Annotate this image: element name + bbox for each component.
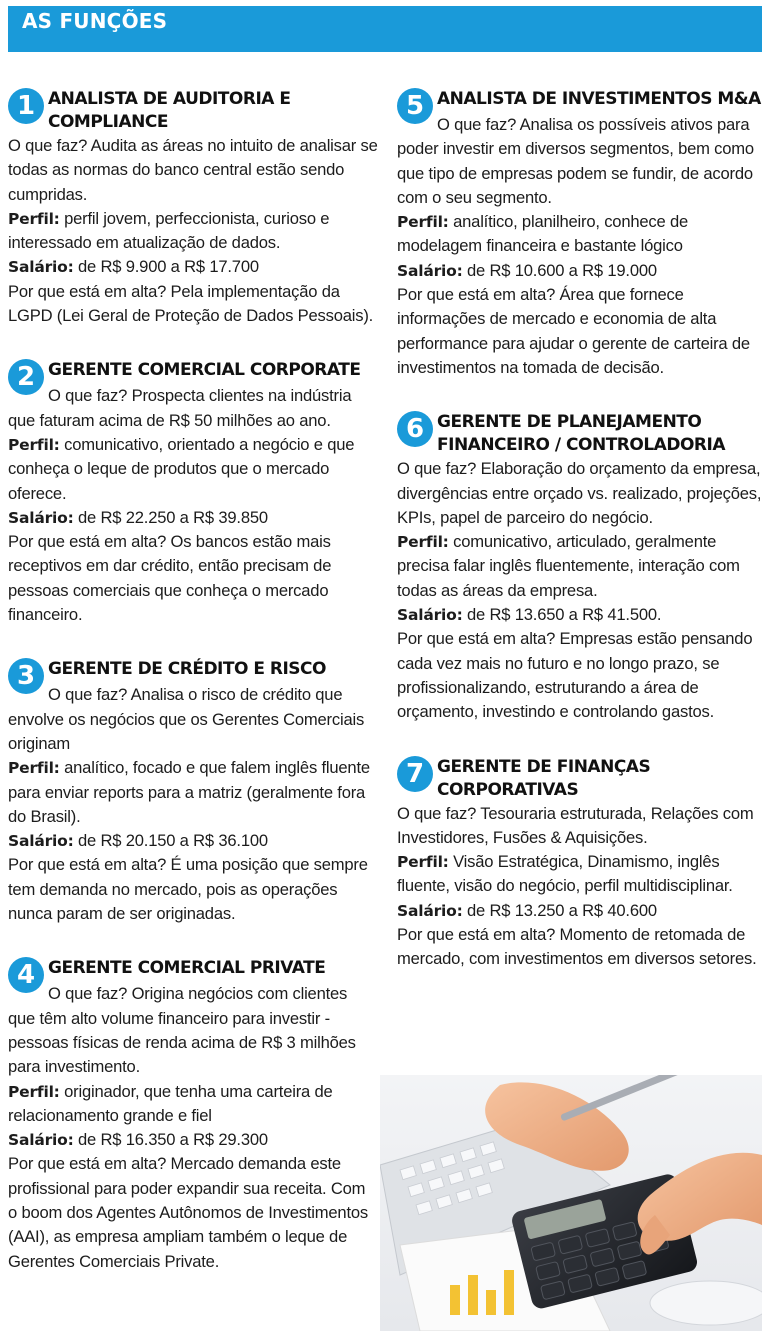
right-column	[397, 84, 763, 999]
job-profile	[397, 530, 763, 603]
job-why: Por que está em alta? Área que fornece informações de mercado e economia de alta performance para ajudar o gerente de carteira de investimentos na tomada de decisão.	[397, 285, 750, 377]
job-profile	[397, 210, 763, 259]
salary-label: Salário:	[397, 606, 463, 625]
salary-text: de R$ 10.600 a R$ 19.000	[467, 260, 657, 280]
salary-label: Salário:	[8, 1131, 74, 1150]
profile-text: comunicativo, orientado a negócio e que conheça o leque de produtos que o mercado oferece.	[8, 434, 355, 503]
job-salary	[397, 899, 763, 923]
profile-text: comunicativo, articulado, geralmente precisa falar inglês fluentemente, interação com todas as áreas da empresa.	[397, 532, 740, 600]
salary-text: de R$ 9.900 a R$ 17.700	[78, 257, 259, 277]
salary-label: Salário:	[8, 832, 74, 851]
job-item	[397, 752, 763, 972]
job-item	[397, 407, 763, 724]
salary-label: Salário:	[397, 901, 463, 920]
job-why: Por que está em alta? Empresas estão pensando cada vez mais no futuro e no longo prazo, se profissionalizando, estruturando a área de orçamento, investindo e controlando gastos.	[397, 629, 753, 722]
job-profile	[8, 433, 378, 506]
job-item	[8, 654, 378, 926]
profile-label: Perfil:	[8, 435, 60, 454]
job-profile	[8, 756, 378, 829]
job-salary	[397, 259, 763, 283]
profile-label: Perfil:	[397, 853, 449, 872]
job-item	[397, 84, 763, 380]
job-title: GERENTE DE FINANÇAS CORPORATIVAS	[437, 756, 651, 800]
job-why: Por que está em alta? Mercado demanda este profissional para poder expandir sua receita. Com o boom dos Agentes Autônomos de Investimentos (AAI), as empresa ampliam também o leque de Gerentes Comerciais Private.	[8, 1154, 368, 1271]
salary-text: de R$ 13.650 a R$ 41.500.	[467, 605, 662, 625]
salary-text: de R$ 22.250 a R$ 39.850	[78, 507, 268, 527]
profile-label: Perfil:	[397, 213, 449, 232]
job-description: O que faz? Audita as áreas no intuito de analisar se todas as normas do banco central estão sendo cumpridas.	[8, 136, 378, 204]
job-description: O que faz? Prospecta clientes na indústria que faturam acima de R$ 50 milhões ao ano.	[8, 386, 352, 430]
job-title: ANALISTA DE INVESTIMENTOS M&A	[437, 89, 761, 109]
number-badge: 5	[397, 88, 433, 124]
job-description: O que faz? Origina negócios com clientes que têm alto volume financeiro para investir - pessoas físicas de renda acima de R$ 3 milhões para investimento.	[8, 984, 356, 1077]
job-title: GERENTE DE PLANEJAMENTO FINANCEIRO / CONTROLADORIA	[437, 412, 725, 456]
job-title: ANALISTA DE AUDITORIA E COMPLIANCE	[48, 89, 291, 132]
number-badge: 4	[8, 957, 44, 993]
job-salary	[397, 603, 763, 627]
job-salary	[8, 255, 378, 279]
salary-text: de R$ 20.150 a R$ 36.100	[78, 831, 268, 851]
profile-text: analítico, focado e que falem inglês fluente para enviar reports para a matriz (geralmente fora do Brasil).	[8, 758, 370, 826]
job-why: Por que está em alta? Pela implementação da LGPD (Lei Geral de Proteção de Dados Pessoais).	[8, 281, 374, 326]
number-badge: 7	[397, 756, 433, 792]
job-description: O que faz? Analisa o risco de crédito que envolve os negócios que os Gerentes Comerciais originam	[8, 685, 365, 753]
profile-text: analítico, planilheiro, conhece de modelagem financeira e bastante lógico	[397, 212, 689, 256]
job-salary	[8, 829, 378, 853]
salary-text: de R$ 13.250 a R$ 40.600	[467, 900, 657, 920]
job-profile	[397, 850, 763, 899]
salary-text: de R$ 16.350 a R$ 29.300	[78, 1130, 268, 1150]
number-badge: 2	[8, 359, 44, 395]
profile-label: Perfil:	[397, 533, 449, 552]
salary-label: Salário:	[8, 508, 74, 527]
number-badge: 1	[8, 88, 44, 124]
number-badge: 6	[397, 411, 433, 447]
number-badge: 3	[8, 658, 44, 694]
profile-text: Visão Estratégica, Dinamismo, inglês fluente, visão do negócio, perfil multidisciplinar.	[397, 852, 733, 896]
job-description: O que faz? Tesouraria estruturada, Relações com Investidores, Fusões & Aquisições.	[397, 803, 754, 847]
job-salary	[8, 506, 378, 530]
calculator-photo	[380, 1075, 762, 1331]
job-title: GERENTE DE CRÉDITO E RISCO	[48, 659, 326, 680]
job-title: GERENTE COMERCIAL CORPORATE	[48, 360, 361, 381]
job-description: O que faz? Analisa os possíveis ativos para poder investir em diversos segmentos, bem como que tipo de empresas podem se fundir, de acordo com o seu segmento.	[397, 115, 754, 207]
profile-text: perfil jovem, perfeccionista, curioso e interessado em atualização de dados.	[8, 208, 330, 253]
calculator-hands-illustration	[380, 1075, 762, 1331]
salary-label: Salário:	[397, 261, 463, 280]
profile-label: Perfil:	[8, 759, 60, 778]
left-column	[8, 84, 378, 1301]
job-salary	[8, 1128, 378, 1152]
job-why: Por que está em alta? É uma posição que sempre tem demanda no mercado, pois as operações nunca param de ser originadas.	[8, 855, 368, 924]
profile-text: originador, que tenha uma carteira de relacionamento grande e fiel	[8, 1081, 333, 1125]
job-profile	[8, 1080, 378, 1129]
section-title: AS FUNÇÕES	[22, 9, 168, 33]
job-why: Por que está em alta? Momento de retomada de mercado, com investimentos em diversos setores.	[397, 925, 757, 969]
job-profile	[8, 207, 378, 256]
profile-label: Perfil:	[8, 1082, 60, 1101]
job-item	[8, 953, 378, 1274]
job-why: Por que está em alta? Os bancos estão mais receptivos em dar crédito, então precisam de pessoas comerciais que conheça o mercado financeiro.	[8, 532, 332, 625]
job-description: O que faz? Elaboração do orçamento da empresa, divergências entre orçado vs. realizado, projeções, KPIs, papel de parceiro do negócio.	[397, 459, 762, 527]
profile-label: Perfil:	[8, 209, 60, 228]
salary-label: Salário:	[8, 258, 74, 277]
job-item	[8, 355, 378, 627]
job-title: GERENTE COMERCIAL PRIVATE	[48, 958, 326, 979]
job-item	[8, 84, 378, 328]
